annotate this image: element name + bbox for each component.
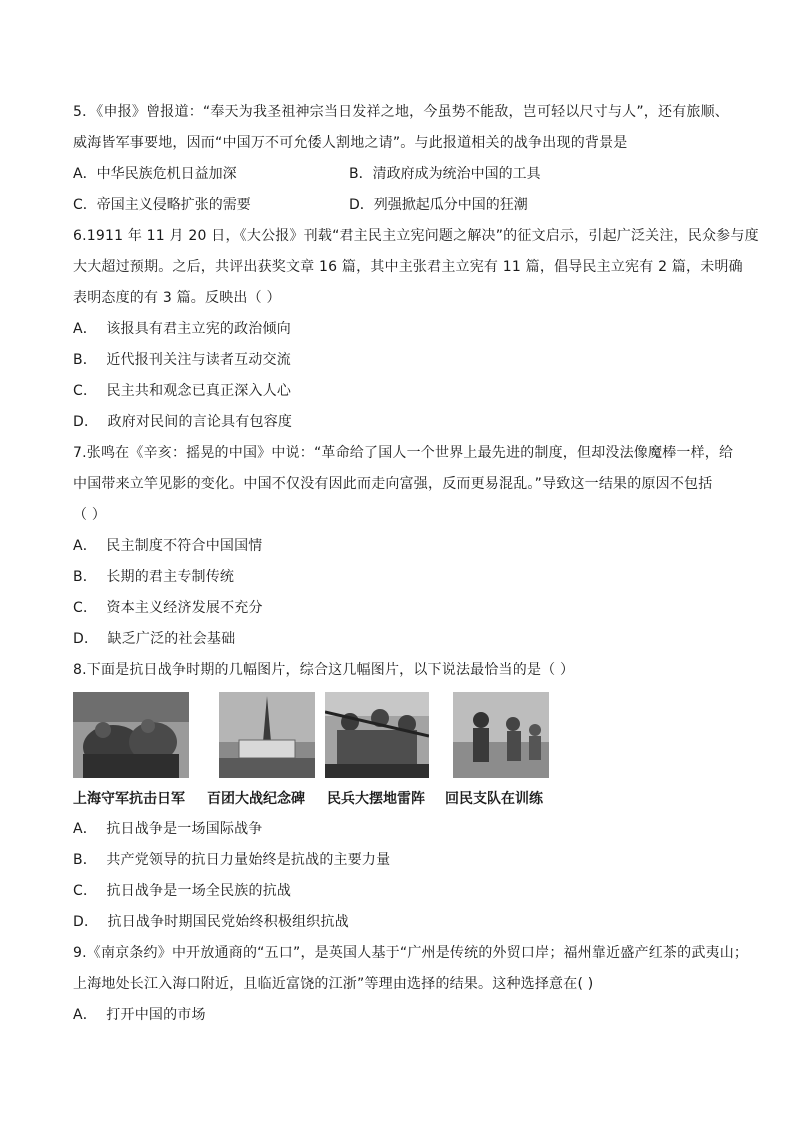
q8-stem-line1: 8.下面是抗日战争时期的几幅图片，综合这几幅图片，以下说法最恰当的是（ ） xyxy=(73,662,575,678)
q6-option-b[interactable]: B． 近代报刊关注与读者互动交流 xyxy=(73,352,291,368)
q5-option-c[interactable]: C．帝国主义侵略扩张的需要 xyxy=(73,197,251,213)
q5-stem-line2: 威海皆军事要地，因而“中国万不可允倭人割地之请”。与此报道相关的战争出现的背景是 xyxy=(73,135,628,151)
q5-option-a[interactable]: A．中华民族危机日益加深 xyxy=(73,166,237,182)
q6-option-a[interactable]: A． 该报具有君主立宪的政治倾向 xyxy=(73,321,291,337)
q7-stem-line3: （ ） xyxy=(73,507,107,523)
photo-shanghai-defenders xyxy=(73,692,189,778)
q7-stem-line2: 中国带来立竿见影的变化。中国不仅没有因此而走向富强，反而更易混乱。”导致这一结果的原因不包括 xyxy=(73,476,713,492)
q6-stem-line3: 表明态度的有 3 篇。反映出（ ） xyxy=(73,290,281,306)
caption-shanghai-defenders: 上海守军抗击日军 xyxy=(73,791,185,807)
q9-option-a[interactable]: A． 打开中国的市场 xyxy=(73,1007,206,1023)
photo-hundred-regiments-monument xyxy=(219,692,315,778)
q7-option-d[interactable]: D． 缺乏广泛的社会基础 xyxy=(73,631,236,647)
q6-option-d[interactable]: D． 政府对民间的言论具有包容度 xyxy=(73,414,293,430)
q7-option-b[interactable]: B． 长期的君主专制传统 xyxy=(73,569,235,585)
q7-option-c[interactable]: C． 资本主义经济发展不充分 xyxy=(73,600,263,616)
photo-militia-minefield xyxy=(325,692,429,778)
q6-option-c[interactable]: C． 民主共和观念已真正深入人心 xyxy=(73,383,292,399)
q5-option-d[interactable]: D．列强掀起瓜分中国的狂潮 xyxy=(349,197,528,213)
q7-option-a[interactable]: A． 民主制度不符合中国国情 xyxy=(73,538,263,554)
caption-hundred-regiments-monument: 百团大战纪念碑 xyxy=(207,791,305,807)
photo-hui-detachment-training xyxy=(453,692,549,778)
q8-option-d[interactable]: D． 抗日战争时期国民党始终积极组织抗战 xyxy=(73,914,349,930)
q9-stem-line1: 9.《南京条约》中开放通商的“五口”，是英国人基于“广州是传统的外贸口岸；福州靠近盛产红茶的武夷山； xyxy=(73,945,749,961)
q5-options-row1 xyxy=(73,164,733,184)
q8-option-a[interactable]: A． 抗日战争是一场国际战争 xyxy=(73,821,263,837)
q8-option-c[interactable]: C． 抗日战争是一场全民族的抗战 xyxy=(73,883,292,899)
q7-stem-line1: 7.张鸣在《辛亥：摇晃的中国》中说：“革命给了国人一个世界上最先进的制度，但却没法像魔棒一样，给 xyxy=(73,445,734,461)
q5-stem-line1: 5．《申报》曾报道：“奉天为我圣祖神宗当日发祥之地，今虽势不能敌，岂可轻以尺寸与人”，还有旅顺、 xyxy=(73,104,730,120)
caption-militia-minefield: 民兵大摆地雷阵 xyxy=(327,791,425,807)
q5-option-b[interactable]: B．清政府成为统治中国的工具 xyxy=(349,166,541,182)
caption-hui-detachment-training: 回民支队在训练 xyxy=(445,791,543,807)
q8-photo-strip xyxy=(73,692,553,808)
q6-stem-line1: 6.1911 年 11 月 20 日，《大公报》刊载“君主民主立宪问题之解决”的征文启示，引起广泛关注，民众参与度 xyxy=(73,228,759,244)
q8-option-b[interactable]: B． 共产党领导的抗日力量始终是抗战的主要力量 xyxy=(73,852,391,868)
q5-options-row2 xyxy=(73,195,733,215)
q9-stem-line2: 上海地处长江入海口附近，且临近富饶的江浙”等理由选择的结果。这种选择意在( ) xyxy=(73,976,594,992)
q6-stem-line2: 大大超过预期。之后，共评出获奖文章 16 篇，其中主张君主立宪有 11 篇，倡导民主立宪有 2 篇，未明确 xyxy=(73,259,743,275)
